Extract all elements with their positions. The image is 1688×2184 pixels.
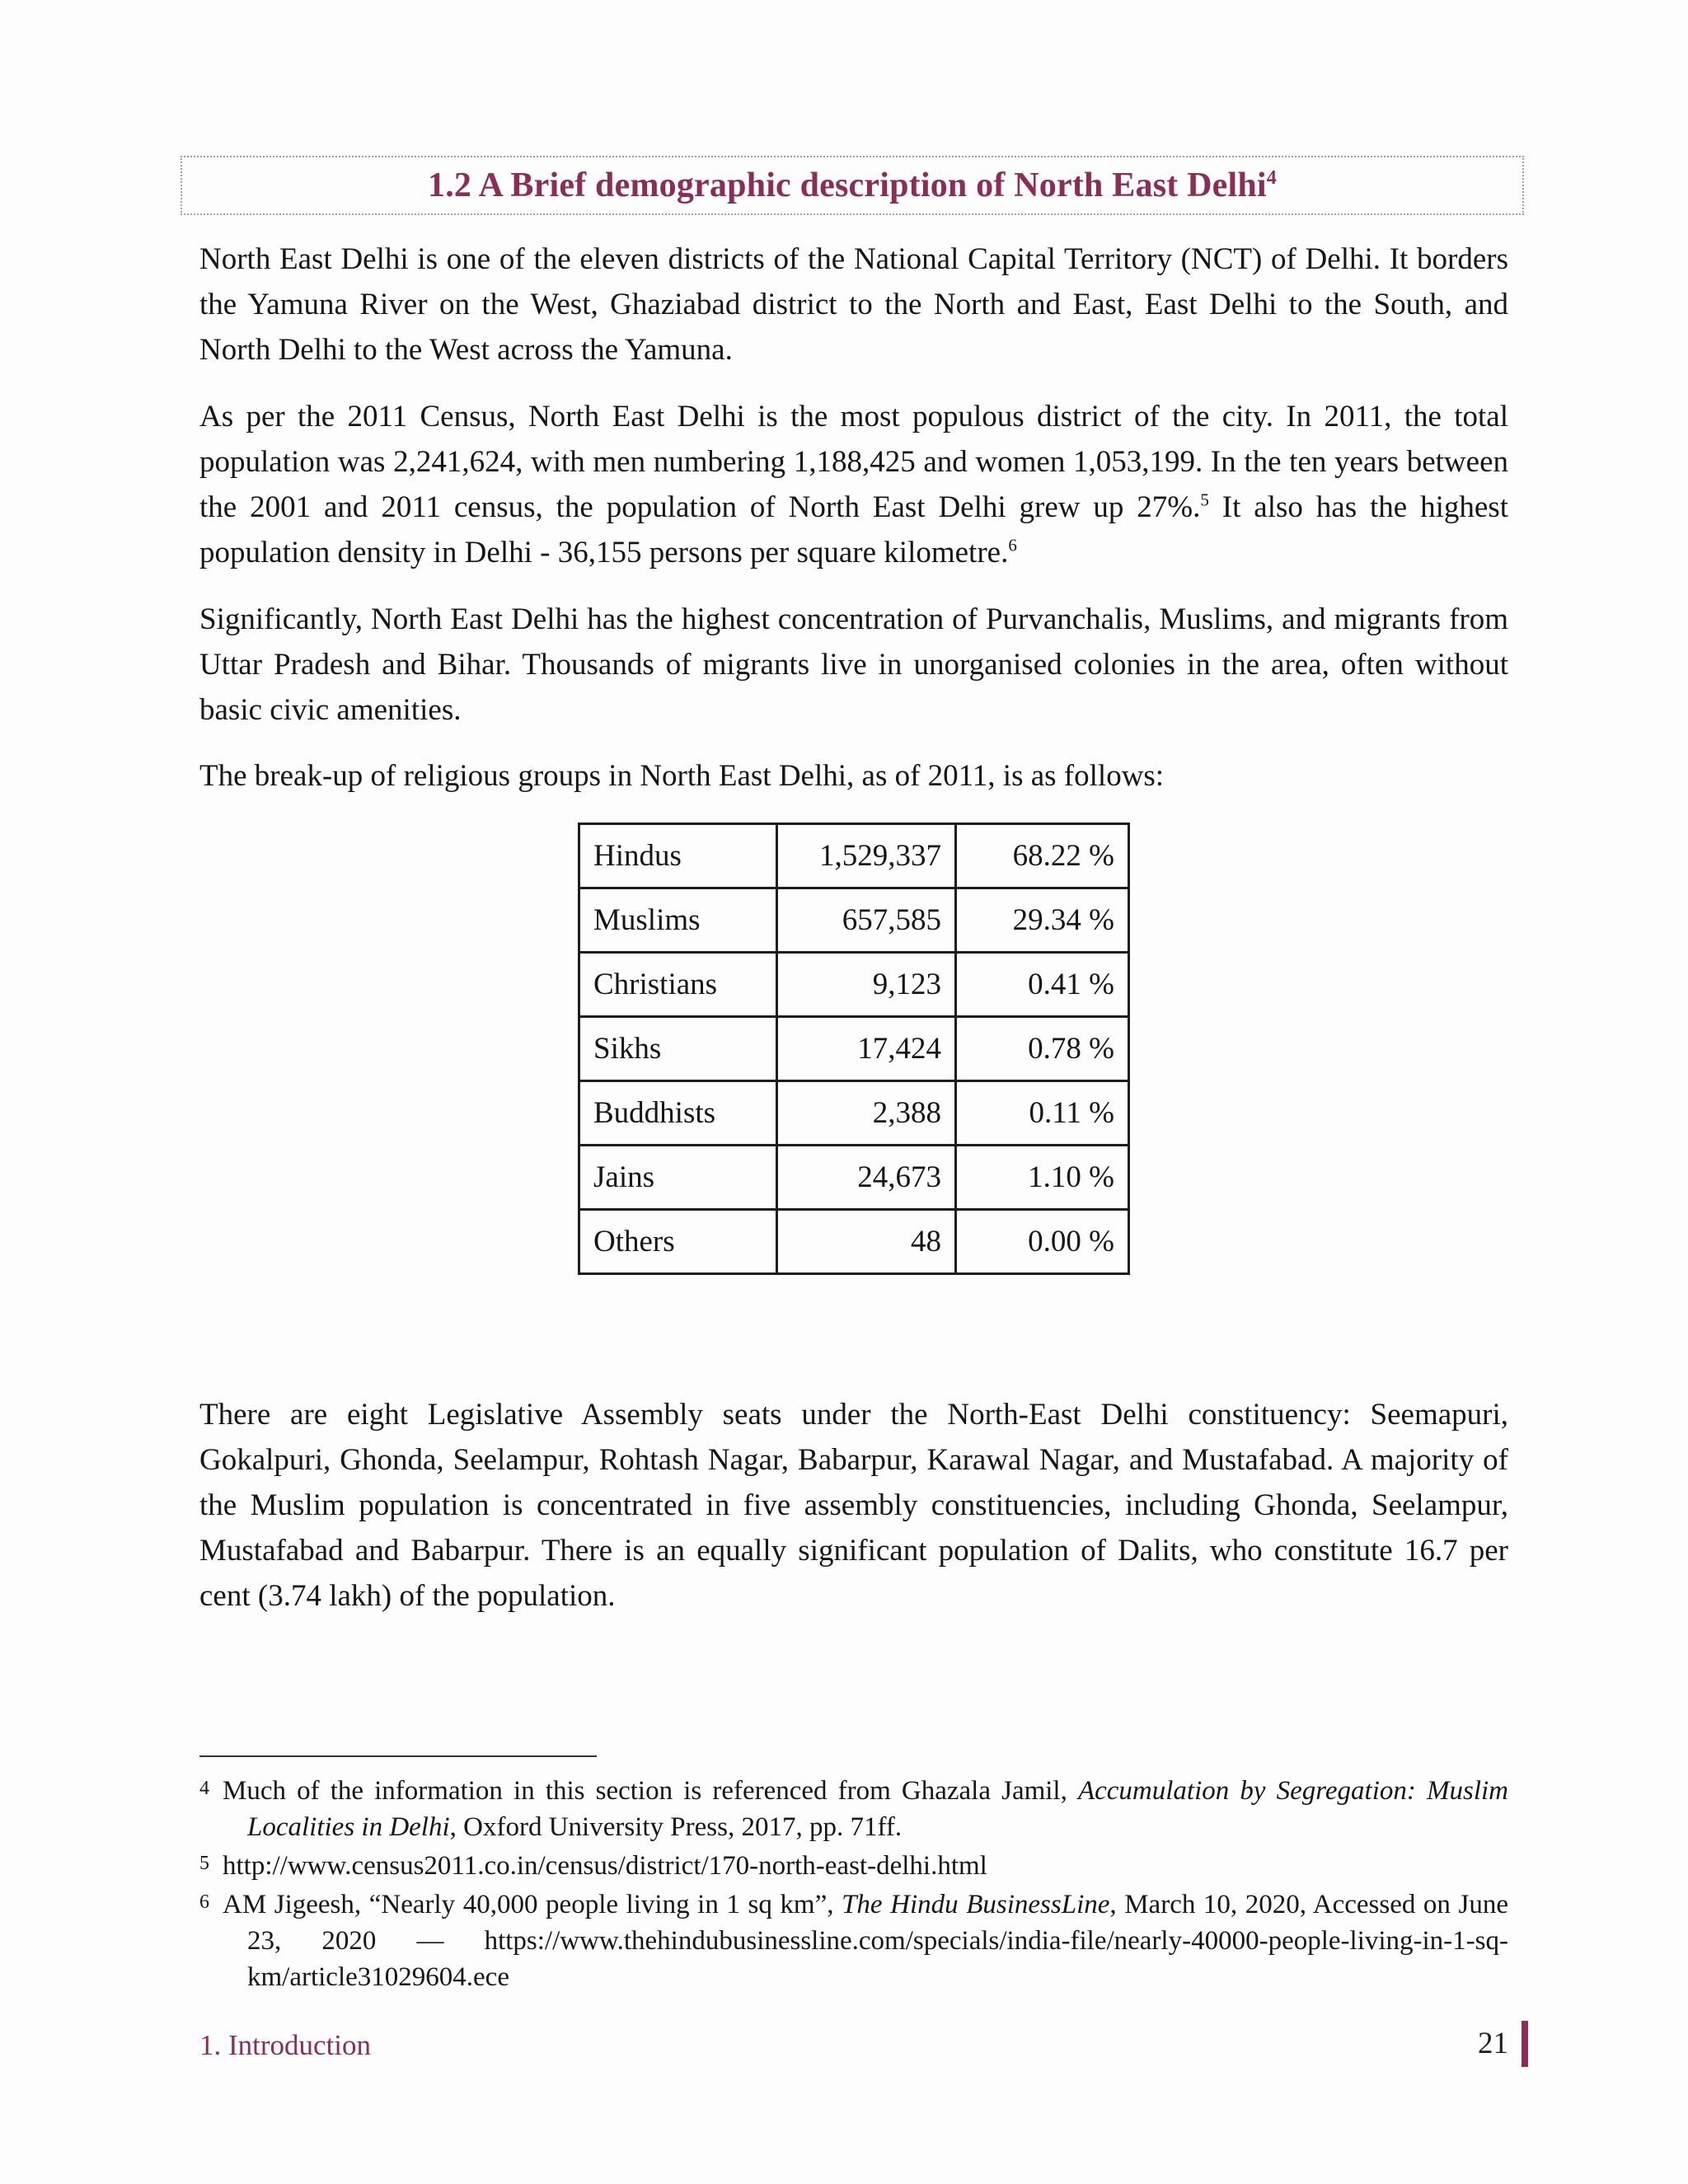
population-percent-cell: 0.11 % [956, 1081, 1129, 1146]
footer-accent-bar [1522, 2021, 1528, 2067]
footer-section-title: 1. Introduction [199, 2029, 372, 2061]
footnote-ref-4[interactable]: 4 [1266, 167, 1277, 189]
footnote-number: 4 [199, 1778, 209, 1799]
table-row [579, 1081, 1129, 1146]
footnote-4 [199, 1770, 1508, 1845]
footnote-ref-6[interactable]: 6 [1008, 535, 1017, 555]
footnote-5 [199, 1845, 1508, 1884]
paragraph-census-text-b: It also has the highest population density in Delhi - 36,155 persons per square kilometre. [199, 490, 1508, 569]
population-count-cell: 657,585 [777, 888, 956, 953]
paragraph-census-population [199, 394, 1508, 575]
population-count-cell: 2,388 [777, 1081, 956, 1146]
section-heading-text: 1.2 A Brief demographic description of North East Delhi [428, 166, 1267, 204]
footnote-text: , Oxford University Press, 2017, pp. 71ff. [449, 1812, 903, 1842]
paragraph-table-intro: The break-up of religious groups in North East Delhi, as of 2011, is as follows: [199, 759, 1165, 793]
section-heading [428, 166, 1277, 205]
religion-name-cell: Buddhists [579, 1081, 777, 1146]
population-count-cell: 17,424 [777, 1017, 956, 1081]
religion-name-cell: Muslims [579, 888, 777, 953]
table-row [579, 953, 1129, 1017]
footnote-text: , March 10, 2020, Accessed on June 23, 2020 — https://www.thehindubusinessline.com/specials/india-file/nearly-40000-people-living-in-1-sq-km/article31029604.ece [247, 1890, 1508, 1992]
religion-name-cell: Jains [579, 1146, 777, 1210]
religion-name-cell: Hindus [579, 824, 777, 888]
religion-name-cell: Sikhs [579, 1017, 777, 1081]
paragraph-assembly-seats: There are eight Legislative Assembly seats under the North-East Delhi constituency: Seemapuri, Gokalpuri, Ghonda, Seelampur, Rohtash Nagar, Babarpur, Karawal Nagar, and Mustafabad. A majority of the Muslim population is concentrated in five assembly constituencies, including Ghonda, Seelampur, Mustafabad and Babarpur. There is an equally significant population of Dalits, who constitute 16.7 per cent (3.74 lakh) of the population. [199, 1398, 1508, 1613]
footnote-ref-5[interactable]: 5 [1200, 490, 1209, 510]
footnote-link[interactable]: http://www.census2011.co.in/census/district/170-north-east-delhi.html [223, 1851, 987, 1881]
table-row [579, 824, 1129, 888]
footnote-divider [199, 1755, 597, 1757]
footnote-6 [199, 1884, 1508, 1995]
footnote-book-title: Accumulation by Segregation: Muslim Localities in Delhi [247, 1776, 1508, 1842]
table-row [579, 1210, 1129, 1274]
population-percent-cell: 0.00 % [956, 1210, 1129, 1274]
paragraph-district-overview: North East Delhi is one of the eleven districts of the National Capital Territory (NCT) of Delhi. It borders the Yamuna River on the West, Ghaziabad district to the North and East, East Delhi to the South, and North Delhi to the West across the Yamuna. [199, 242, 1508, 367]
religion-name-cell: Others [579, 1210, 777, 1274]
table-row [579, 888, 1129, 953]
population-count-cell: 24,673 [777, 1146, 956, 1210]
population-count-cell: 9,123 [777, 953, 956, 1017]
paragraph-census-text-a: As per the 2011 Census, North East Delhi is the most populous district of the city. In 2011, the total population was 2,241,624, with men numbering 1,188,425 and women 1,053,199. In the ten years between the 2001 and 2011 census, the population of North East Delhi grew up 27%. [199, 400, 1508, 524]
footnote-publication-title: The Hindu BusinessLine [842, 1890, 1110, 1919]
population-percent-cell: 29.34 % [956, 888, 1129, 953]
population-percent-cell: 68.22 % [956, 824, 1129, 888]
page-number: 21 [1478, 2027, 1508, 2060]
religion-table-body [579, 824, 1129, 1274]
population-count-cell: 48 [777, 1210, 956, 1274]
population-percent-cell: 0.41 % [956, 953, 1129, 1017]
section-heading-box [181, 156, 1524, 215]
footnote-number: 6 [199, 1891, 209, 1913]
population-percent-cell: 0.78 % [956, 1017, 1129, 1081]
population-percent-cell: 1.10 % [956, 1146, 1129, 1210]
footnotes [199, 1770, 1508, 1995]
paragraph-migrants: Significantly, North East Delhi has the highest concentration of Purvanchalis, Muslims, and migrants from Uttar Pradesh and Bihar. Thousands of migrants live in unorganised colonies in the area, often without basic civic amenities. [199, 602, 1508, 727]
footnote-text: Much of the information in this section is referenced from Ghazala Jamil, [223, 1776, 1078, 1806]
population-count-cell: 1,529,337 [777, 824, 956, 888]
religion-table [578, 823, 1130, 1275]
table-row [579, 1146, 1129, 1210]
footnote-text: AM Jigeesh, “Nearly 40,000 people living in 1 sq km”, [223, 1890, 842, 1919]
footnote-number: 5 [199, 1853, 209, 1874]
table-row [579, 1017, 1129, 1081]
religion-name-cell: Christians [579, 953, 777, 1017]
